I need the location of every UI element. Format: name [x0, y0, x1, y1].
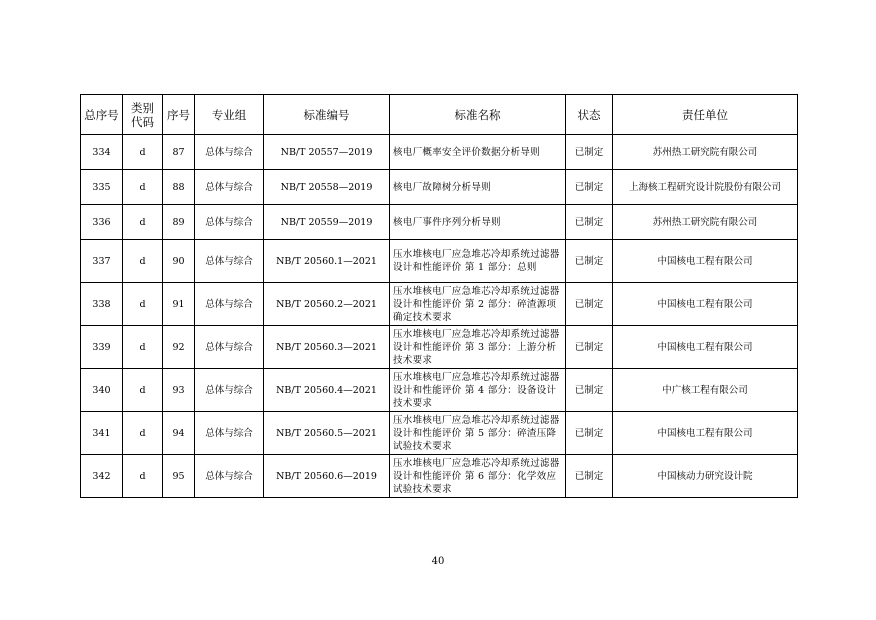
cell-status: 已制定: [566, 135, 613, 170]
table-row: [81, 205, 798, 240]
cell-status: 已制定: [566, 283, 613, 326]
cell-status: 已制定: [566, 326, 613, 369]
cell-total-no: 335: [81, 170, 123, 205]
cell-status: 已制定: [566, 240, 613, 283]
cell-standard-code: NB/T 20560.4—2021: [264, 369, 390, 412]
cell-standard-code: NB/T 20558—2019: [264, 170, 390, 205]
cell-total-no: 334: [81, 135, 123, 170]
header-status: 状态: [566, 95, 613, 135]
cell-category-code: d: [123, 170, 163, 205]
cell-total-no: 338: [81, 283, 123, 326]
table-row: [81, 412, 798, 455]
cell-responsible-unit: 苏州热工研究院有限公司: [613, 205, 798, 240]
cell-no: 89: [163, 205, 195, 240]
cell-standard-name: 核电厂概率安全评价数据分析导则: [390, 135, 566, 170]
cell-category-code: d: [123, 455, 163, 498]
cell-standard-code: NB/T 20560.2—2021: [264, 283, 390, 326]
cell-status: 已制定: [566, 369, 613, 412]
header-unit: 责任单位: [613, 95, 798, 135]
header-category-code: 类别代码: [123, 95, 163, 135]
cell-standard-code: NB/T 20560.6—2019: [264, 455, 390, 498]
cell-group: 总体与综合: [195, 369, 264, 412]
cell-group: 总体与综合: [195, 240, 264, 283]
cell-group: 总体与综合: [195, 205, 264, 240]
cell-standard-name: 压水堆核电厂应急堆芯冷却系统过滤器设计和性能评价 第 3 部分：上游分析技术要求: [390, 326, 566, 369]
cell-responsible-unit: 中国核电工程有限公司: [613, 240, 798, 283]
cell-responsible-unit: 苏州热工研究院有限公司: [613, 135, 798, 170]
cell-standard-name: 压水堆核电厂应急堆芯冷却系统过滤器设计和性能评价 第 6 部分：化学效应试验技术要求: [390, 455, 566, 498]
cell-standard-code: NB/T 20559—2019: [264, 205, 390, 240]
cell-no: 94: [163, 412, 195, 455]
cell-standard-code: NB/T 20560.1—2021: [264, 240, 390, 283]
cell-category-code: d: [123, 135, 163, 170]
cell-status: 已制定: [566, 455, 613, 498]
cell-responsible-unit: 中广核工程有限公司: [613, 369, 798, 412]
cell-standard-name: 核电厂故障树分析导则: [390, 170, 566, 205]
header-name: 标准名称: [390, 95, 566, 135]
cell-standard-name: 压水堆核电厂应急堆芯冷却系统过滤器设计和性能评价 第 5 部分：碎渣压降试验技术要求: [390, 412, 566, 455]
cell-group: 总体与综合: [195, 412, 264, 455]
table-row: [81, 135, 798, 170]
cell-responsible-unit: 中国核电工程有限公司: [613, 283, 798, 326]
table-row: [81, 455, 798, 498]
table-row: [81, 240, 798, 283]
table-row: [81, 283, 798, 326]
cell-no: 91: [163, 283, 195, 326]
cell-total-no: 340: [81, 369, 123, 412]
cell-total-no: 339: [81, 326, 123, 369]
cell-no: 87: [163, 135, 195, 170]
cell-group: 总体与综合: [195, 170, 264, 205]
cell-standard-code: NB/T 20557—2019: [264, 135, 390, 170]
cell-standard-code: NB/T 20560.5—2021: [264, 412, 390, 455]
cell-no: 92: [163, 326, 195, 369]
cell-responsible-unit: 上海核工程研究设计院股份有限公司: [613, 170, 798, 205]
cell-standard-name: 压水堆核电厂应急堆芯冷却系统过滤器设计和性能评价 第 1 部分：总则: [390, 240, 566, 283]
cell-category-code: d: [123, 283, 163, 326]
cell-status: 已制定: [566, 412, 613, 455]
header-total-no: 总序号: [81, 95, 123, 135]
cell-category-code: d: [123, 369, 163, 412]
table-row: [81, 170, 798, 205]
cell-no: 88: [163, 170, 195, 205]
cell-group: 总体与综合: [195, 455, 264, 498]
cell-responsible-unit: 中国核动力研究设计院: [613, 455, 798, 498]
cell-total-no: 336: [81, 205, 123, 240]
cell-group: 总体与综合: [195, 135, 264, 170]
table-row: [81, 326, 798, 369]
cell-total-no: 341: [81, 412, 123, 455]
cell-standard-name: 核电厂事件序列分析导则: [390, 205, 566, 240]
cell-group: 总体与综合: [195, 283, 264, 326]
cell-total-no: 342: [81, 455, 123, 498]
cell-standard-name: 压水堆核电厂应急堆芯冷却系统过滤器设计和性能评价 第 4 部分：设备设计技术要求: [390, 369, 566, 412]
cell-category-code: d: [123, 205, 163, 240]
cell-group: 总体与综合: [195, 326, 264, 369]
table-header-row: [81, 95, 798, 135]
table-row: [81, 369, 798, 412]
header-code: 标准编号: [264, 95, 390, 135]
cell-category-code: d: [123, 240, 163, 283]
cell-no: 90: [163, 240, 195, 283]
cell-standard-name: 压水堆核电厂应急堆芯冷却系统过滤器设计和性能评价 第 2 部分：碎渣源项确定技术要求: [390, 283, 566, 326]
header-no: 序号: [163, 95, 195, 135]
cell-category-code: d: [123, 412, 163, 455]
cell-standard-code: NB/T 20560.3—2021: [264, 326, 390, 369]
cell-responsible-unit: 中国核电工程有限公司: [613, 412, 798, 455]
cell-no: 95: [163, 455, 195, 498]
cell-status: 已制定: [566, 170, 613, 205]
cell-category-code: d: [123, 326, 163, 369]
cell-no: 93: [163, 369, 195, 412]
cell-responsible-unit: 中国核电工程有限公司: [613, 326, 798, 369]
cell-total-no: 337: [81, 240, 123, 283]
cell-status: 已制定: [566, 205, 613, 240]
standards-table: [80, 94, 798, 498]
header-group: 专业组: [195, 95, 264, 135]
page-number: 40: [431, 556, 445, 567]
